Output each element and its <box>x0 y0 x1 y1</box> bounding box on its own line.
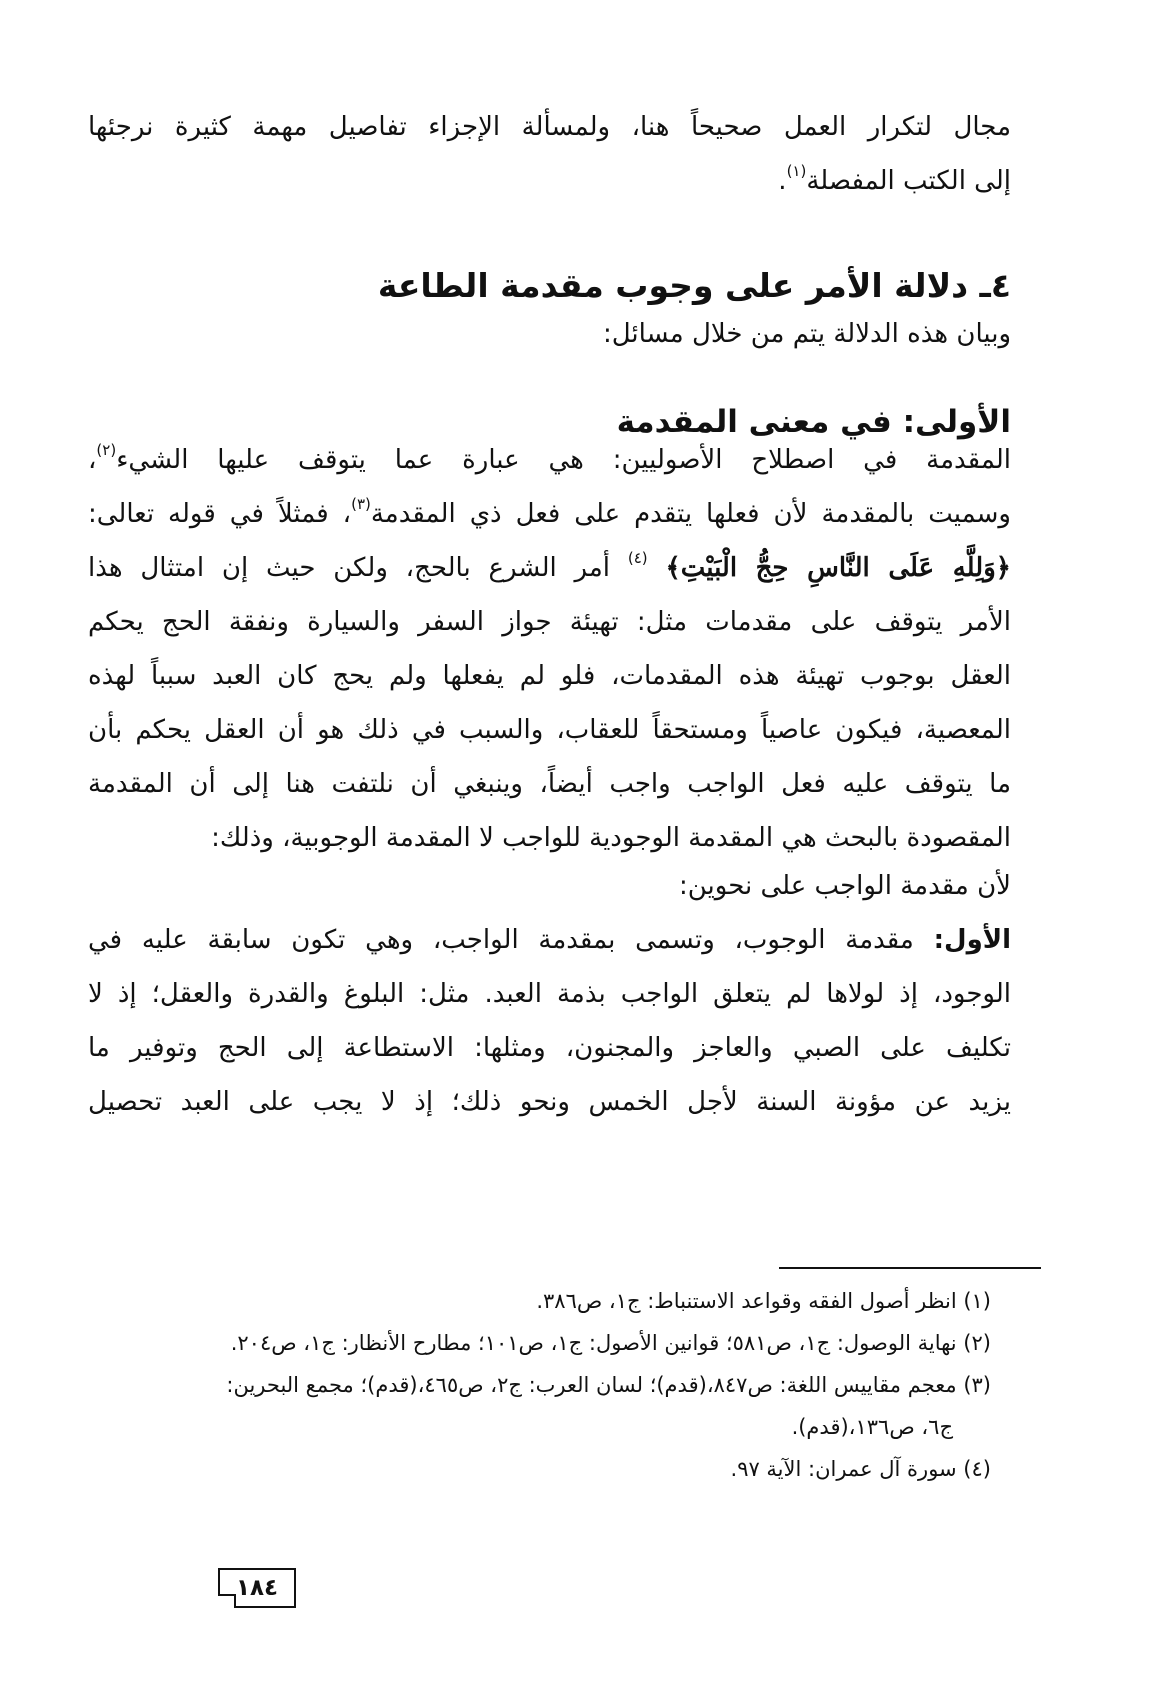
text-line <box>88 541 1011 595</box>
text-span: إلى الكتب المفصلة <box>806 166 1011 196</box>
opening-paragraph <box>88 100 1011 208</box>
text-line <box>88 154 1011 208</box>
text-span: ، فمثلاً في قوله تعالى: <box>88 499 352 529</box>
text-line: يزيد عن مؤونة السنة لأجل الخمس ونحو ذلك؛ إذ لا يجب على العبد تحصيل <box>88 1087 1011 1117</box>
footnote-continuation: ج٦، ص١٣٦،(قدم). <box>791 1415 953 1439</box>
text-line: العقل بوجوب تهيئة هذه المقدمات، فلو لم يفعلها ولم يحج كان العبد سبباً لهذه <box>88 661 1011 691</box>
text-line <box>88 433 1011 487</box>
text-span: مقدمة الوجوب، وتسمى بمقدمة الواجب، وهي تكون سابقة عليه في <box>88 925 914 955</box>
footnote: (١) انظر أصول الفقه وقواعد الاستنباط: ج١، ص٣٨٦. <box>536 1289 991 1313</box>
text-line: لأن مقدمة الواجب على نحوين: <box>678 871 1011 901</box>
text-line: المقصودة بالبحث هي المقدمة الوجودية للواجب لا المقدمة الوجوبية، وذلك: <box>211 823 1011 853</box>
folded-corner-decoration <box>218 1594 236 1608</box>
text-line <box>88 913 1011 967</box>
page-number <box>218 1568 296 1608</box>
text-span: . <box>778 166 787 196</box>
intro-paragraph <box>88 307 1011 361</box>
text-line: مجال لتكرار العمل صحيحاً هنا، ولمسألة الإجزاء تفاصيل مهمة كثيرة نرجئها <box>88 112 1011 142</box>
footnote-ref: (٣) <box>351 495 371 513</box>
types-intro-paragraph <box>88 859 1011 913</box>
footnote: (٤) سورة آل عمران: الآية ٩٧. <box>730 1457 991 1481</box>
text-line: الوجود، إذ لولاها لم يتعلق الواجب بذمة العبد. مثل: البلوغ والقدرة والعقل؛ إذ لا <box>88 979 1011 1009</box>
quran-verse: ﴿وَلِلَّهِ عَلَى النَّاسِ حِجُّ الْبَيْتِ﴾ <box>665 553 1012 583</box>
footnote-ref: (٤) <box>627 549 648 567</box>
footnote-ref: (٢) <box>96 441 117 459</box>
footnote: (٢) نهاية الوصول: ج١، ص٥٨١؛ قوانين الأصول: ج١، ص١٠١؛ مطارح الأنظار: ج١، ص٢٠٤. <box>230 1331 991 1355</box>
definition-paragraph <box>88 433 1011 865</box>
footnote: (٣) معجم مقاييس اللغة: ص٨٤٧،(قدم)؛ لسان العرب: ج٢، ص٤٦٥،(قدم)؛ مجمع البحرين: <box>226 1373 991 1397</box>
text-line: الأمر يتوقف على مقدمات مثل: تهيئة جواز السفر والسيارة ونفقة الحج يحكم <box>88 607 1011 637</box>
text-span: ، <box>88 445 97 475</box>
text-line <box>88 487 1011 541</box>
footnotes <box>88 1280 1011 1490</box>
footnote-ref: (١) <box>786 162 807 180</box>
text-line: تكليف على الصبي والعاجز والمجنون، ومثلها: الاستطاعة إلى الحج وتوفير ما <box>88 1033 1011 1063</box>
text-line: ما يتوقف عليه فعل الواجب واجب أيضاً، وينبغي أن نلتفت هنا إلى أن المقدمة <box>88 769 1011 799</box>
footnote-separator <box>779 1267 1041 1269</box>
lead-word: الأول: <box>933 925 1011 955</box>
text-line: وبيان هذه الدلالة يتم من خلال مسائل: <box>602 319 1011 349</box>
first-type-paragraph <box>88 913 1011 1129</box>
text-span: وسميت بالمقدمة لأن فعلها يتقدم على فعل ذي المقدمة <box>370 499 1011 529</box>
text-span: أمر الشرع بالحج، ولكن حيث إن امتثال هذا <box>88 553 611 583</box>
text-span: المقدمة في اصطلاح الأصوليين: هي عبارة عما يتوقف عليها الشيء <box>116 445 1011 475</box>
section-heading: ٤ـ دلالة الأمر على وجوب مقدمة الطاعة <box>377 266 1011 305</box>
page-number-text: ١٨٤ <box>235 1575 279 1601</box>
subsection-heading: الأولى: في معنى المقدمة <box>616 404 1011 440</box>
text-line: المعصية، فيكون عاصياً ومستحقاً للعقاب، والسبب في ذلك هو أن العقل يحكم بأن <box>88 715 1011 745</box>
